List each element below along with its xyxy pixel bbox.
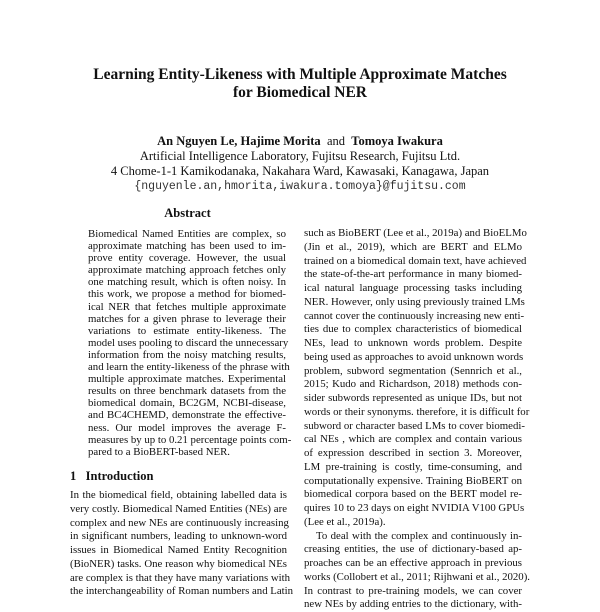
author-names-2: Tomoya Iwakura (351, 134, 443, 148)
text-line: creasing entities, the use of dictionary-based ap- (304, 543, 522, 556)
text-line: and learn the entity-likeness of the phrase with (88, 361, 290, 374)
text-line: ness. Our model improves the average F- (88, 421, 286, 434)
text-line: proaches can be an effective approach in previous (304, 557, 522, 569)
affiliation: Artificial Intelligence Laboratory, Fujitsu Research, Fujitsu Ltd. (139, 149, 461, 163)
text-line: NEs, lead to unknown words problem. Despite (304, 337, 522, 349)
text-line: NER. However, only using previously trained LMs (304, 295, 525, 308)
text-line: in significant numbers, leading to unknown-word (70, 530, 287, 543)
text-line: information from the noisy matching results, (88, 348, 286, 361)
text-line: the interchangeability of Roman numbers and Latin (70, 585, 294, 598)
section-title: Introduction (85, 469, 154, 483)
text-line: this work, we propose a method for biomed- (88, 288, 286, 301)
authors-and: and (326, 134, 345, 148)
text-line: biomedical corpora based on the BERT model re- (304, 488, 522, 501)
text-line: being used as approaches to avoid unknown words (304, 350, 524, 363)
text-line: words or their synonyms. therefore, it is difficult for (304, 405, 530, 418)
text-line: quires 10 to 23 days on eight NVIDIA V100 GPUs (304, 502, 525, 514)
paper-title-line-1: Learning Entity-Likeness with Multiple Approximate Matches (93, 66, 507, 83)
text-line: LM pre-training is costly, time-consuming, and (304, 460, 522, 473)
abstract-body (88, 228, 292, 458)
text-line: ties due to complex characteristics of biomedical (304, 323, 522, 336)
paper-title-line-2: for Biomedical NER (232, 84, 368, 101)
text-line: problem, subword segmentation (Sennrich et al., (304, 364, 522, 377)
authors (0, 134, 600, 149)
text-line: computationally expensive. Training BioBERT on (304, 474, 522, 487)
text-line: measures by up to 0.21 percentage points com- (88, 433, 292, 446)
text-line: ical NER that fetches multiple approximate (88, 300, 286, 313)
text-line: variations to estimate entity-likeness. The (88, 324, 286, 337)
author-names-1: An Nguyen Le, Hajime Morita (157, 134, 321, 148)
section-number: 1 (70, 469, 77, 483)
abstract-heading: Abstract (164, 206, 211, 220)
text-line: (Jin et al., 2019), which are BERT and ELMo (304, 240, 522, 253)
text-line: prove entity coverage. However, the usual (88, 252, 286, 265)
text-line: model uses pooling to discard the unnecessary (88, 336, 289, 349)
text-line: To deal with the complex and continuously in- (316, 529, 522, 542)
email: {nguyenle.an,hmorita,iwakura.tomoya}@fujitsu.com (134, 180, 466, 193)
text-line: new NEs by adding entries to the dictionary, with- (304, 598, 522, 611)
text-line: are complex is that they have many variations with (70, 571, 291, 584)
text-line: such as BioBERT (Lee et al., 2019a) and BioELMo (304, 227, 527, 239)
text-line: matches for a given phrase to leverage their (88, 312, 286, 325)
text-line: subword or character based LMs to cover biomedi- (304, 419, 525, 432)
text-line: and BC4CHEMD, demonstrate the effective- (88, 409, 286, 422)
right-column-body (304, 227, 530, 612)
text-line: complex and new NEs are continuously increasing (70, 516, 289, 529)
text-line: sider subwords represented as unique IDs, but not (304, 392, 522, 404)
text-line: one matching result, which is often noisy. In (88, 276, 286, 289)
text-line: very costly. Biomedical Named Entities (NEs) are (70, 502, 287, 515)
text-line: cannot cover the continuously increasing new enti- (304, 309, 525, 322)
text-line: In contrast to pre-training models, we can cover (304, 584, 522, 597)
text-line: multiple approximate matches. Experimental (88, 373, 286, 386)
address: 4 Chome-1-1 Kamikodanaka, Nakahara Ward, Kawasaki, Kanagawa, Japan (110, 164, 490, 178)
text-line: works (Collobert et al., 2011; Rijhwani et al., 2020). (304, 570, 530, 583)
text-line: 2015; Kudo and Richardson, 2018) methods con- (304, 378, 522, 391)
text-line: trained on a biomedical domain text, have achieved (304, 254, 527, 267)
text-line: issues in Biomedical Named Entity Recognition (70, 544, 287, 556)
text-line: In the biomedical field, obtaining labelled data is (70, 489, 287, 501)
text-line: cal NEs , which are complex and contain various (304, 433, 522, 446)
text-line: approximate matching has been used to im- (88, 240, 286, 253)
text-line: ical natural language processing tasks including (304, 282, 522, 294)
introduction-body (70, 489, 294, 599)
text-line: (BioNER) tasks. One reason why biomedical NEs (70, 557, 287, 570)
text-line: the state-of-the-art performance in many biomed- (304, 268, 522, 281)
text-line: results on three benchmark datasets from the (88, 385, 286, 398)
text-line: pared to a BioBERT-based NER. (88, 445, 230, 458)
text-line: (Lee et al., 2019a). (304, 515, 386, 528)
text-line: Biomedical Named Entities are complex, so (88, 228, 286, 240)
text-line: biomedical domain, BC2GM, NCBI-disease, (88, 397, 286, 410)
section-heading-introduction (70, 469, 153, 484)
text-line: approximate matching approach fetches only (88, 264, 286, 277)
text-line: of expression described in section 3. Moreover, (304, 447, 522, 459)
